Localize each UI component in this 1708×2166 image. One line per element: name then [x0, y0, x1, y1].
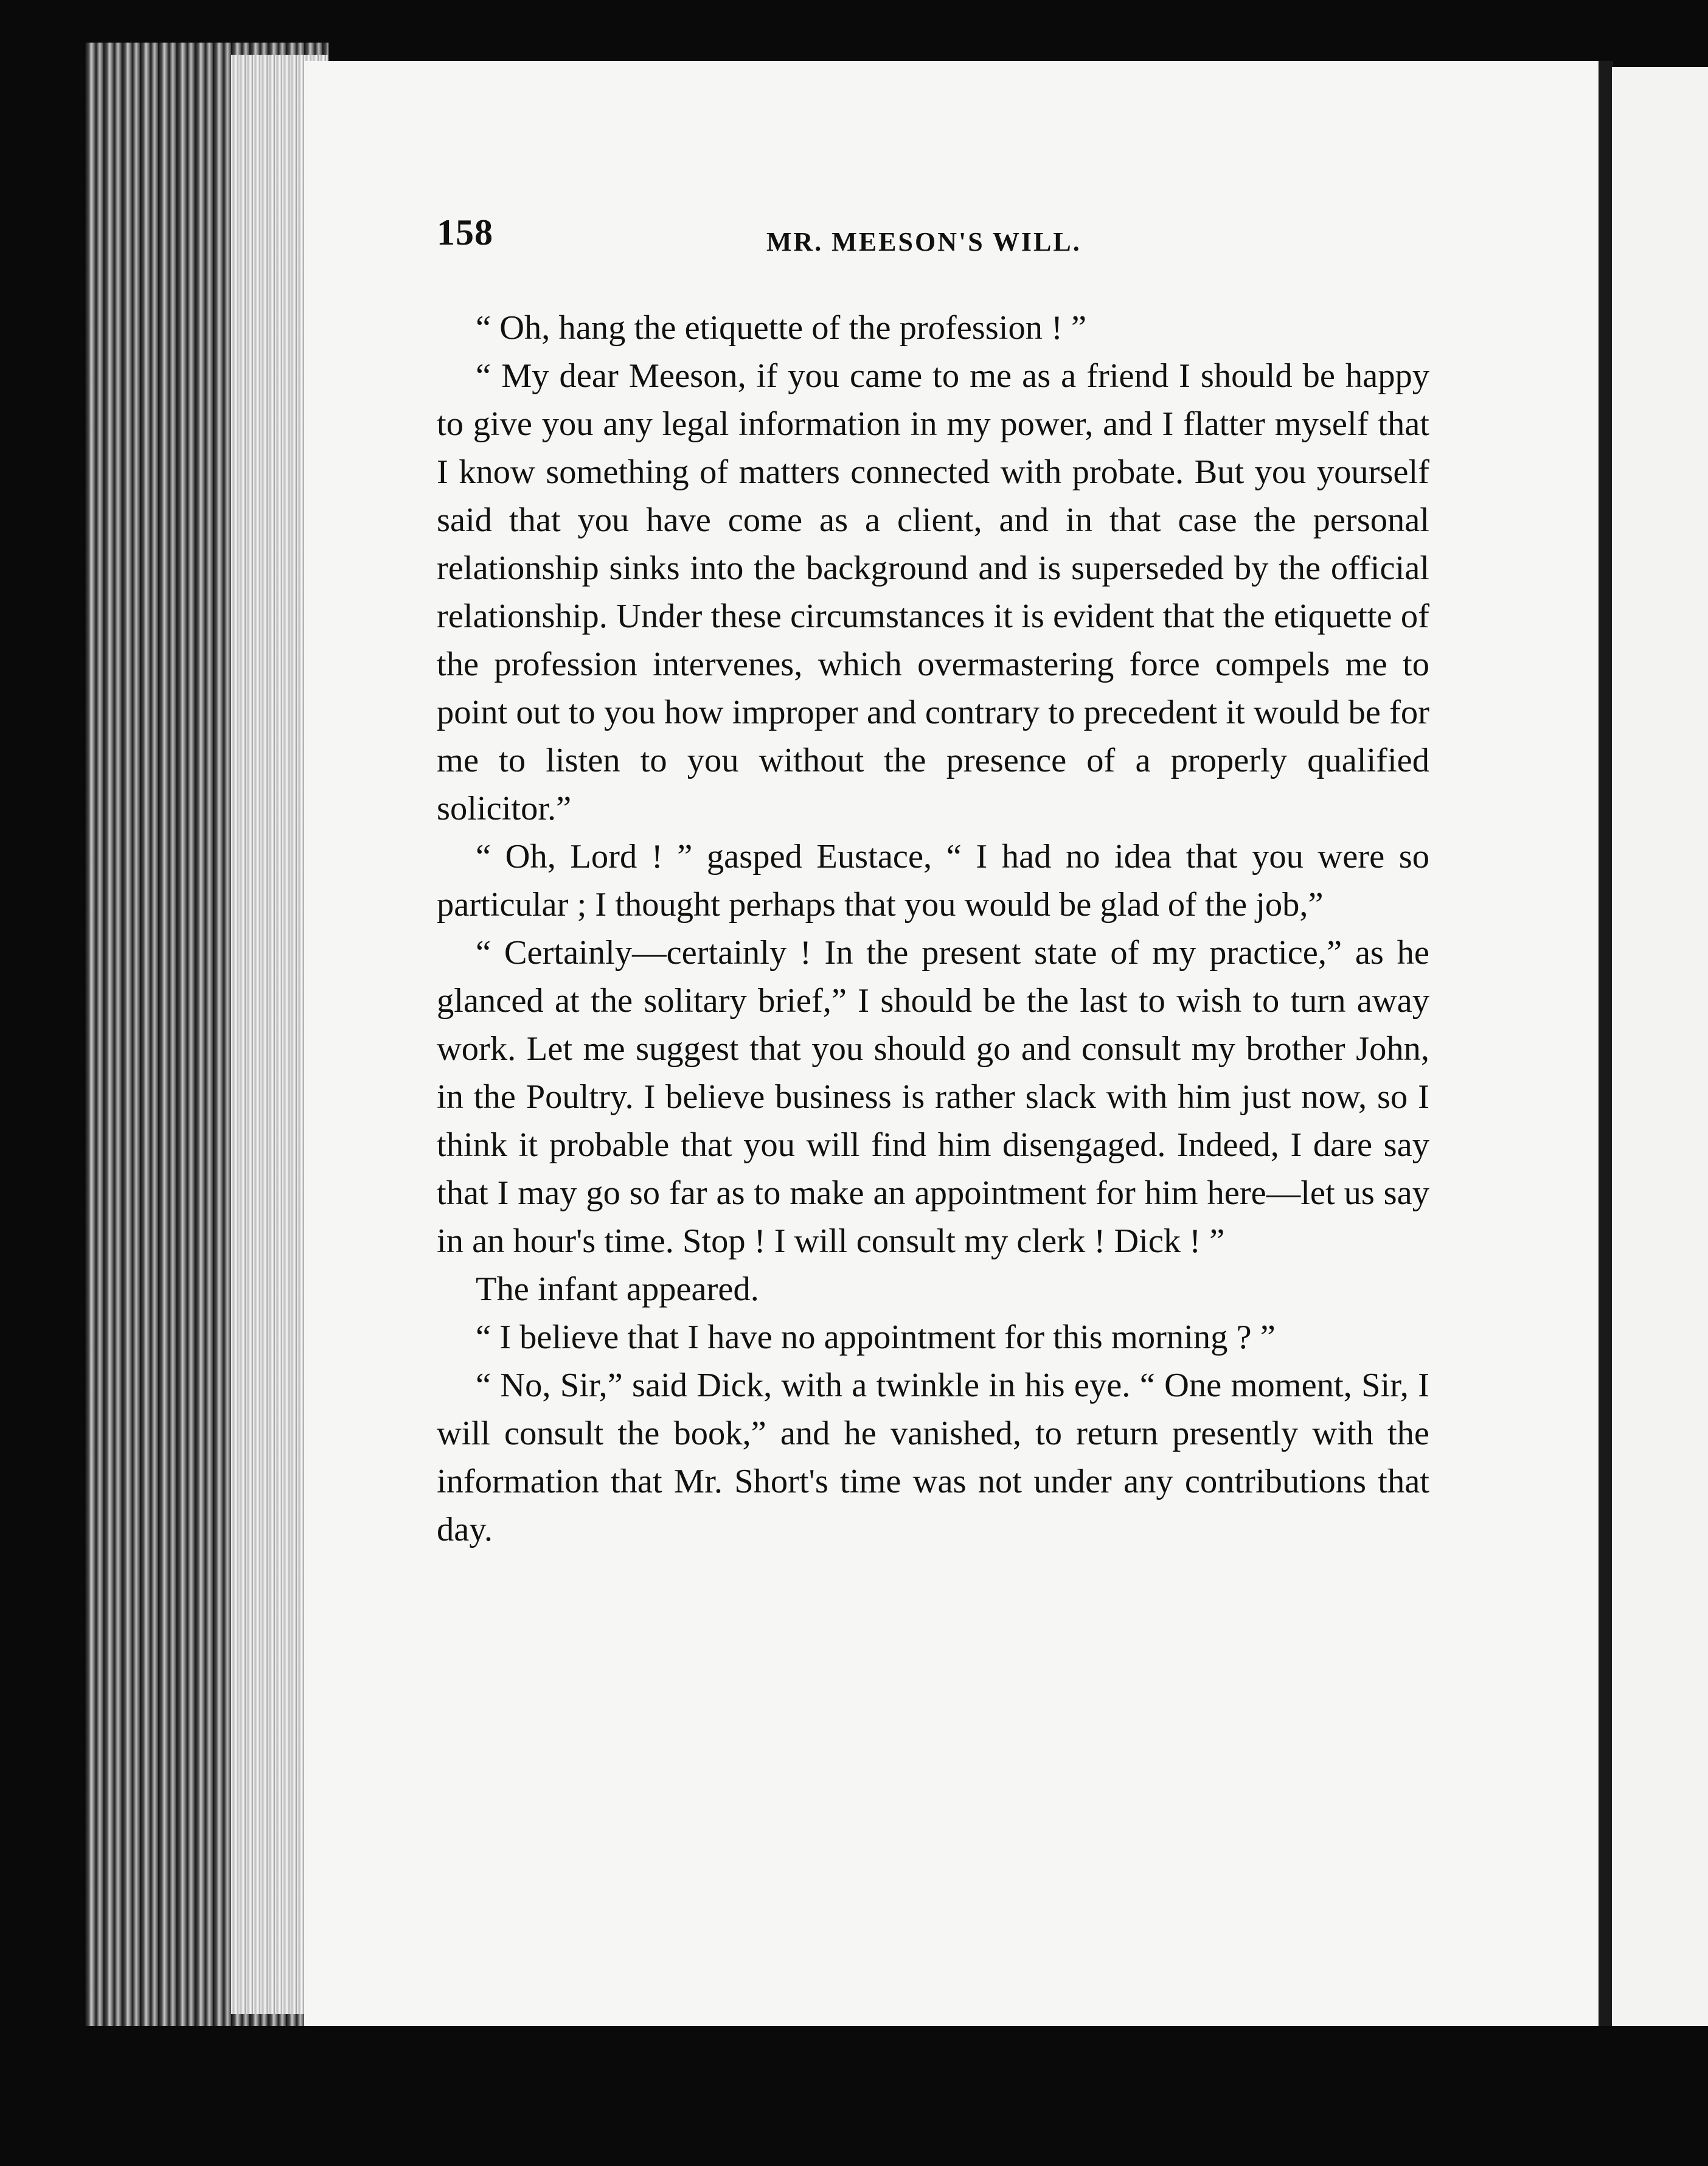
- body-text: [437, 304, 1429, 1554]
- paragraph: “ No, Sir,” said Dick, with a twinkle in his eye. “ One moment, Sir, I will consult the book,” and he vanished, to return presently with the information that Mr. Short's time was not under any contributions that day.: [437, 1367, 1429, 1548]
- paragraph: “ My dear Meeson, if you came to me as a friend I should be happy to give you any legal information in my power, and I flatter myself that I know something of matters connected with probate. But you yourself said that you have come as a client, and in that case the personal relationship sinks into the background and is superseded by the official relationship. Under these circumstances it is evident that the etiquette of the profession intervenes, which overmastering force compels me to point out to you how improper and contrary to precedent it would be for me to listen to you without the presence of a properly qualified solicitor.”: [437, 357, 1429, 827]
- paragraph: “ Oh, Lord ! ” gasped Eustace, “ I had no idea that you were so particular ; I thought perhaps that you would be glad of the job,”: [437, 838, 1429, 924]
- facing-page-edge: [1612, 67, 1708, 2026]
- paragraph: The infant appeared.: [476, 1270, 759, 1308]
- book-gutter: [1599, 61, 1613, 2026]
- running-title: MR. MEESON'S WILL.: [766, 227, 1081, 257]
- paragraph: “ I believe that I have no appointment for this morning ? ”: [476, 1318, 1276, 1356]
- page-number: 158: [437, 212, 493, 252]
- paragraph: “ Certainly—certainly ! In the present state of my practice,” as he glanced at the solitary brief,” I should be the last to wish to turn away work. Let me suggest that you should go and consult my brother John, in the Poultry. I believe business is rather slack with him just now, so I think it probable that you will find him disengaged. Indeed, I dare say that I may go so far as to make an appointment for him here—let us say in an hour's time. Stop ! I will consult my clerk ! Dick ! ”: [437, 934, 1429, 1260]
- paragraph: “ Oh, hang the etiquette of the profession ! ”: [476, 309, 1087, 347]
